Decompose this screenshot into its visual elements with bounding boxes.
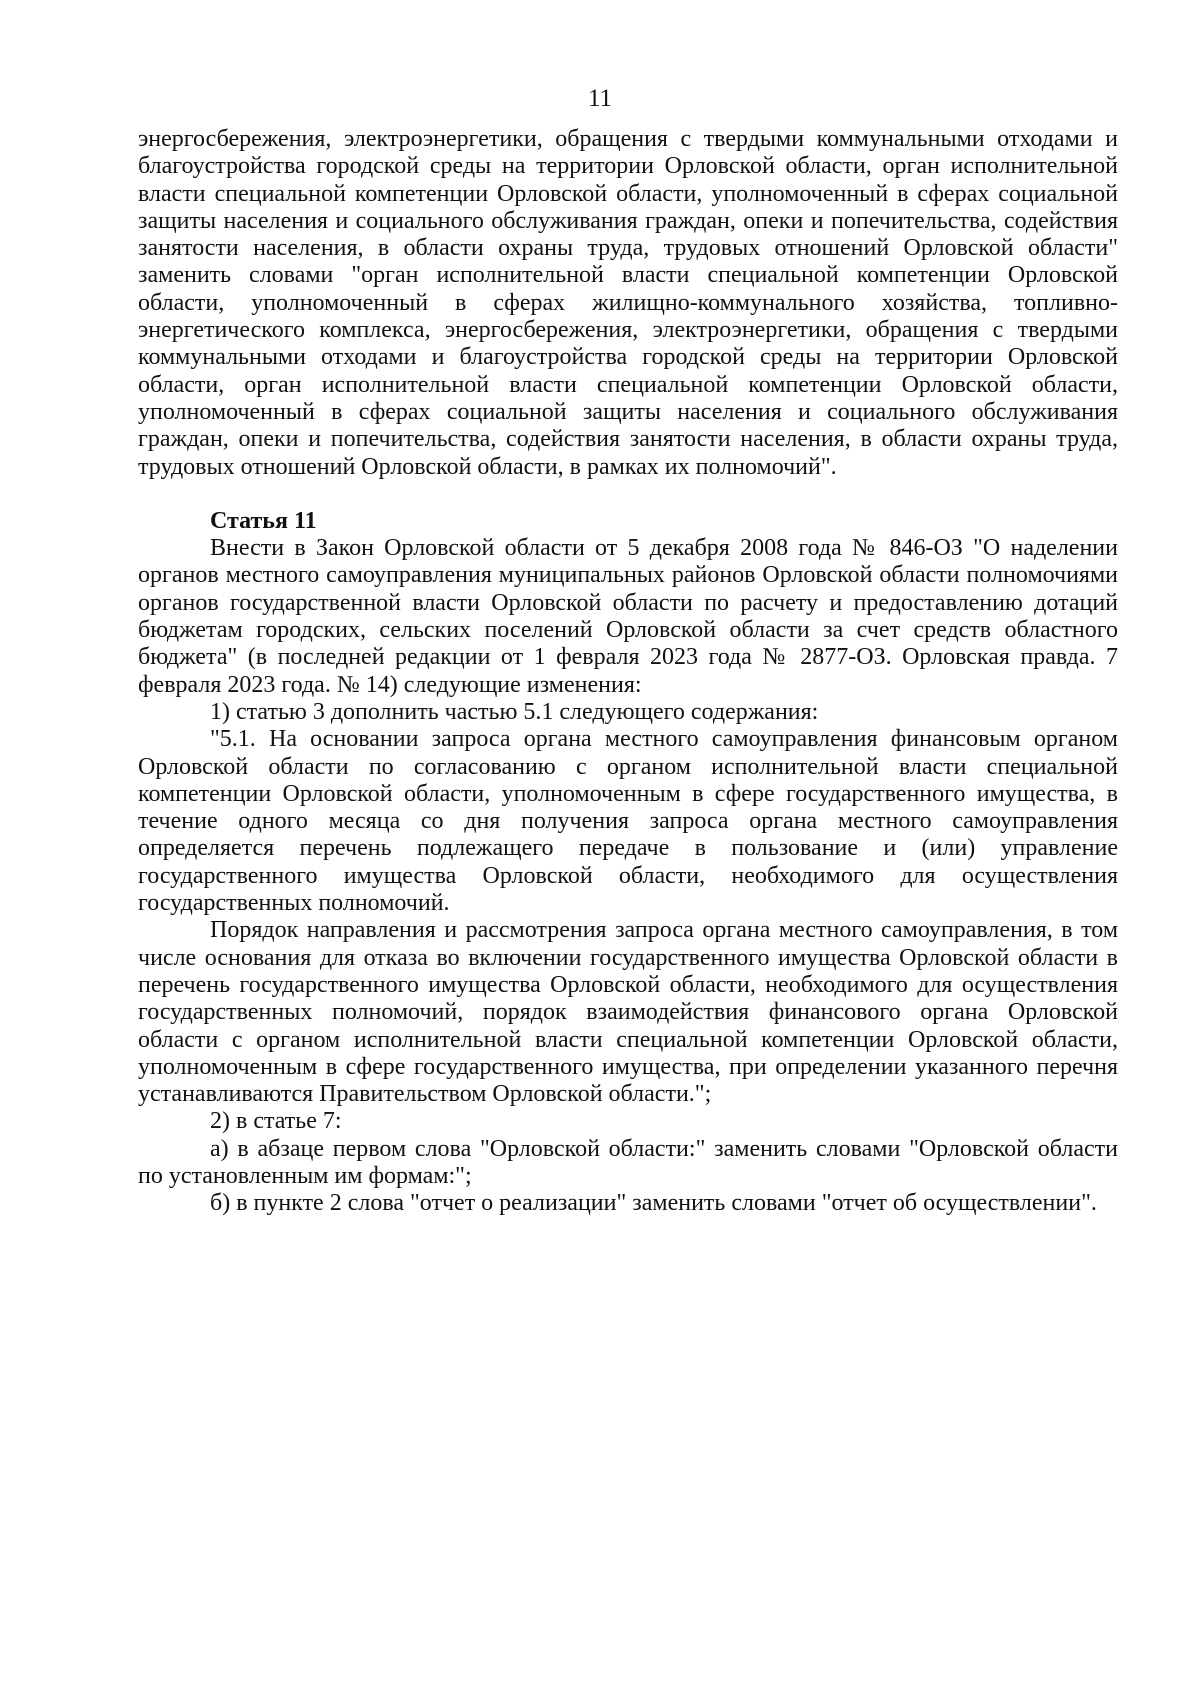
- amendment-item-1: 1) статью 3 дополнить частью 5.1 следующего содержания:: [210, 698, 819, 725]
- part-5-1-paragraph: "5.1. На основании запроса органа местного самоуправления финансовым органом Орловской области по согласованию с органом исполнительной власти специальной компетенции Орловской области, уполномоченным в сфере государственного имущества, в течение одного месяца со дня получения запроса органа местного самоуправления определяется перечень подлежащего передаче в пользование и (или) управление государственного имущества Орловской области, необходимого для осуществления государственных полномочий.: [138, 726, 1118, 917]
- amendment-item-2: 2) в статье 7:: [210, 1108, 342, 1135]
- page-number: 11: [587, 85, 613, 112]
- document-body: [138, 126, 1118, 1218]
- procedure-paragraph: Порядок направления и рассмотрения запроса органа местного самоуправления, в том числе основания для отказа во включении государственного имущества Орловской области в перечень государственного имущества Орловской области, необходимого для осуществления государственных полномочий, порядок взаимодействия финансового органа Орловской области с органом исполнительной власти специальной компетенции Орловской области, уполномоченным в сфере государственного имущества, при определении указанного перечня устанавливаются Правительством Орловской области.";: [138, 917, 1118, 1108]
- article-intro-paragraph: Внести в Закон Орловской области от 5 декабря 2008 года № 846-ОЗ "О наделении органов местного самоуправления муниципальных районов Орловской области полномочиями органов государственной власти Орловской области по расчету и предоставлению дотаций бюджетам городских, сельских поселений Орловской области за счет средств областного бюджета" (в последней редакции от 1 февраля 2023 года № 2877-ОЗ. Орловская правда. 7 февраля 2023 года. № 14) следующие изменения:: [138, 535, 1118, 698]
- continuation-paragraph: энергосбережения, электроэнергетики, обращения с твердыми коммунальными отходами и благоустройства городской среды на территории Орловской области, орган исполнительной власти специальной компетенции Орловской области, уполномоченный в сферах социальной защиты населения и социального обслуживания граждан, опеки и попечительства, содействия занятости населения, в области охраны труда, трудовых отношений Орловской области" заменить словами "орган исполнительной власти специальной компетенции Орловской области, уполномоченный в сферах жилищно-коммунального хозяйства, топливно-энергетического комплекса, энергосбережения, электроэнергетики, обращения с твердыми коммунальными отходами и благоустройства городской среды на территории Орловской области, орган исполнительной власти специальной компетенции Орловской области, уполномоченный в сферах социальной защиты населения и социального обслуживания граждан, опеки и попечительства, содействия занятости населения, в области охраны труда, трудовых отношений Орловской области, в рамках их полномочий".: [138, 126, 1118, 480]
- amendment-subitem-b: б) в пункте 2 слова "отчет о реализации" заменить словами "отчет об осуществлении".: [210, 1190, 1097, 1217]
- article-heading: Статья 11: [210, 507, 317, 534]
- amendment-subitem-a: а) в абзаце первом слова "Орловской области:" заменить словами "Орловской области по установленным им формам:";: [138, 1135, 1118, 1189]
